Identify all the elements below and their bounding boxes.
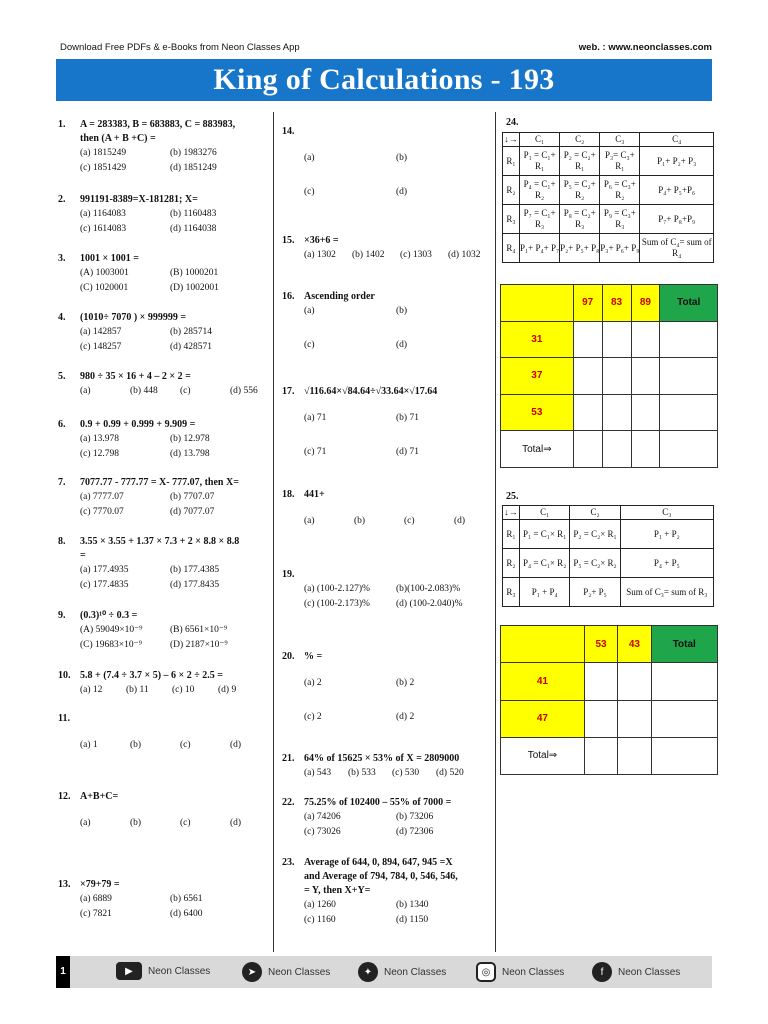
grid-cell[interactable] (631, 321, 660, 358)
option[interactable]: (d) 520 (436, 768, 464, 778)
option[interactable]: (a) (80, 386, 91, 396)
option[interactable]: (d) 1164038 (170, 224, 217, 234)
option[interactable]: (d) (396, 187, 408, 197)
question-text: A+B+C= (80, 791, 119, 802)
option[interactable]: (D) 1002001 (170, 283, 219, 293)
question-text: = Y, then X+Y= (304, 885, 371, 896)
option[interactable]: (a) 12 (80, 685, 103, 695)
grid-cell[interactable] (602, 321, 631, 358)
grid-cell[interactable] (618, 700, 651, 737)
table-cell: ↓→ (503, 506, 520, 520)
table-cell: Sum of C₄= sum of R₄ (640, 234, 714, 263)
question-text: (1010÷ 7070 ) × 999999 = (80, 312, 187, 323)
grid-cell[interactable] (631, 394, 660, 431)
question-number: 12. (58, 791, 71, 802)
telegram-link[interactable]: ➤ Neon Classes (242, 962, 330, 982)
question-text: (0.3)¹⁰ ÷ 0.3 = (80, 610, 138, 621)
table-cell: P₁ = C₁+ R₁ (520, 147, 560, 176)
question-number: 20. (282, 651, 295, 662)
table-cell: P₁+ P₂+ P₃ (640, 147, 714, 176)
option[interactable]: (d) 1150 (396, 915, 429, 925)
table-cell: P₄ = C₁+ R₂ (520, 176, 560, 205)
grid-cell[interactable] (584, 737, 617, 774)
table-cell: P₂+ P₅ (570, 578, 620, 607)
table-cell: P₉ = C₃+ R₃ (600, 205, 640, 234)
option[interactable]: (b) (396, 153, 408, 163)
option[interactable]: (d) 177.8435 (170, 580, 220, 590)
grid-cell[interactable] (660, 358, 718, 395)
grid-row-header: 37 (501, 358, 574, 395)
table-cell: C₁ (520, 133, 560, 147)
grid-total-label: Total⇒ (501, 737, 585, 774)
table-cell: C₂ (570, 506, 620, 520)
grid-cell[interactable] (618, 737, 651, 774)
option[interactable]: (c) (180, 386, 191, 396)
grid-cell[interactable] (602, 358, 631, 395)
instagram-icon: ◎ (476, 962, 496, 982)
option[interactable]: (c) (304, 340, 315, 350)
question-number: 22. (282, 797, 295, 808)
option[interactable]: (d) (230, 818, 242, 828)
table-row (503, 133, 714, 147)
table-cell: R₂ (503, 176, 520, 205)
table-cell: R₁ (503, 520, 520, 549)
option[interactable]: (c) 177.4835 (80, 580, 129, 590)
question-text: 7077.77 - 777.77 = X- 777.07, then X= (80, 477, 239, 488)
option[interactable]: (b) (354, 516, 366, 526)
column-divider (273, 112, 274, 952)
option[interactable]: (c) (404, 516, 415, 526)
table-cell: Sum of C₃= sum of R₃ (620, 578, 713, 607)
table-row (503, 506, 714, 520)
question-text: % = (304, 651, 323, 662)
option[interactable]: (b) 1160483 (170, 209, 217, 219)
question-number: 7. (58, 477, 66, 488)
option[interactable]: (B) 6561×10⁻⁹ (170, 625, 228, 635)
table-cell: P₃= C₃+ R₁ (600, 147, 640, 176)
grid-total-header: Total (651, 626, 717, 663)
option[interactable]: (b) (396, 306, 408, 316)
grid-cell[interactable] (631, 431, 660, 468)
table-cell: P₁+ P₄+ P₇ (520, 234, 560, 263)
option[interactable]: (d) 1851249 (170, 163, 217, 173)
option[interactable]: (c) 148257 (80, 342, 122, 352)
grid-total-row (501, 431, 718, 468)
table-cell: P₂ = C₂× R₁ (570, 520, 620, 549)
option[interactable]: (d) (230, 740, 242, 750)
grid-cell[interactable] (618, 663, 651, 700)
option[interactable]: (a) 13.978 (80, 434, 120, 444)
grid-25 (500, 625, 718, 775)
table-cell: P₄ = C₁× R₂ (520, 549, 570, 578)
option[interactable]: (b) 1983276 (170, 148, 217, 158)
grid-cell[interactable] (651, 737, 717, 774)
option[interactable]: (c) (100-2.173)% (304, 599, 370, 609)
table-cell: P₁ + P₂ (620, 520, 713, 549)
grid-cell[interactable] (573, 321, 602, 358)
question-number: 14. (282, 126, 295, 137)
question-text: 991191-8389=X-181281; X= (80, 194, 198, 205)
table-cell: C₂ (560, 133, 600, 147)
option[interactable]: (a) 177.4935 (80, 565, 129, 575)
option[interactable]: (d) 7077.07 (170, 507, 215, 517)
option[interactable]: (c) 73026 (304, 827, 341, 837)
table-cell: R₁ (503, 147, 520, 176)
table-row (503, 520, 714, 549)
table-cell: P₂ = C₂+ R₁ (560, 147, 600, 176)
table-row (503, 578, 714, 607)
twitter-icon: ✦ (358, 962, 378, 982)
question-text: ×36+6 = (304, 235, 339, 246)
question-number: 18. (282, 489, 295, 500)
option[interactable]: (b) (130, 740, 142, 750)
page-title: King of Calculations - 193 (56, 59, 712, 101)
grid-cell[interactable] (631, 358, 660, 395)
option[interactable]: (a) 7777.07 (80, 492, 124, 502)
grid-row-header: 47 (501, 700, 585, 737)
column-divider (495, 112, 496, 952)
grid-total-label: Total⇒ (501, 431, 574, 468)
option[interactable]: (c) 7821 (80, 909, 112, 919)
option[interactable]: (b) 533 (348, 768, 376, 778)
question-text: = (80, 550, 86, 561)
option[interactable]: (b)(100-2.083)% (396, 584, 461, 594)
website-link[interactable]: web. : www.neonclasses.com (578, 42, 712, 53)
option[interactable]: (d) 6400 (170, 909, 203, 919)
grid-row (501, 358, 718, 395)
option[interactable]: (b) 2 (396, 678, 415, 688)
grid-cell[interactable] (660, 321, 718, 358)
question-number: 3. (58, 253, 66, 264)
table-cell: P₄+ P₅+P₆ (640, 176, 714, 205)
question-text: then (A + B +C) = (80, 133, 156, 144)
option[interactable]: (c) 71 (304, 447, 327, 457)
grid-cell[interactable] (651, 700, 717, 737)
option[interactable]: (a) 6889 (80, 894, 112, 904)
option[interactable]: (a) 1815249 (80, 148, 127, 158)
table-cell: P₇+ P₈+P₉ (640, 205, 714, 234)
question-text: 0.9 + 0.99 + 0.999 + 9.909 = (80, 419, 196, 430)
option[interactable]: (d) 1032 (448, 250, 481, 260)
grid-row (501, 394, 718, 431)
option[interactable]: (b) 7707.07 (170, 492, 215, 502)
option[interactable]: (b) 285714 (170, 327, 212, 337)
footer-bar (56, 956, 712, 988)
option[interactable]: (d) 428571 (170, 342, 212, 352)
question-number: 13. (58, 879, 71, 890)
question-number: 23. (282, 857, 295, 868)
question-number: 10. (58, 670, 71, 681)
table-row (503, 205, 714, 234)
option[interactable]: (c) 12.798 (80, 449, 120, 459)
question-text: Average of 644, 0, 894, 647, 945 =X (304, 857, 453, 868)
table-cell: P₂+ P₅+ P₈ (560, 234, 600, 263)
option[interactable]: (d) 72306 (396, 827, 434, 837)
option[interactable]: (a) 142857 (80, 327, 122, 337)
table-cell: C₃ (620, 506, 713, 520)
table-cell: C₃ (600, 133, 640, 147)
question-number: 21. (282, 753, 295, 764)
option[interactable]: (b) 177.4385 (170, 565, 220, 575)
option[interactable]: (d) 556 (230, 386, 258, 396)
option[interactable]: (a) 1302 (304, 250, 336, 260)
question-text: 1001 × 1001 = (80, 253, 139, 264)
facebook-icon: f (592, 962, 612, 982)
twitter-link[interactable]: ✦ Neon Classes (358, 962, 446, 982)
table-cell: P₈ = C₂+ R₃ (560, 205, 600, 234)
option[interactable]: (a) 71 (304, 413, 327, 423)
option[interactable]: (c) (304, 187, 315, 197)
table-row (503, 549, 714, 578)
table-cell: C₁ (520, 506, 570, 520)
table-cell: C₄ (640, 133, 714, 147)
option[interactable]: (b) 1402 (352, 250, 385, 260)
question-number: 11. (58, 713, 70, 724)
grid-row (501, 321, 718, 358)
table-cell: R₄ (503, 234, 520, 263)
question-text: A = 283383, B = 683883, C = 883983, (80, 119, 236, 130)
question-number: 6. (58, 419, 66, 430)
table-24 (502, 132, 714, 263)
option[interactable]: (d) (454, 516, 466, 526)
option[interactable]: (c) 1160 (304, 915, 336, 925)
question-number: 2. (58, 194, 66, 205)
option[interactable]: (c) 530 (392, 768, 420, 778)
option[interactable]: (a) (80, 818, 91, 828)
option[interactable]: (b) 1340 (396, 900, 429, 910)
grid-corner (501, 626, 585, 663)
grid-cell[interactable] (602, 394, 631, 431)
option[interactable]: (a) (304, 153, 315, 163)
grid-header (501, 285, 718, 322)
option[interactable]: (d) 9 (218, 685, 237, 695)
question-number: 16. (282, 291, 295, 302)
table-cell: R₃ (503, 205, 520, 234)
table-cell: R₃ (503, 578, 520, 607)
question-number: 4. (58, 312, 66, 323)
option[interactable]: (a) 2 (304, 678, 322, 688)
option[interactable]: (b) 71 (396, 413, 419, 423)
question-text: 3.55 × 3.55 + 1.37 × 7.3 + 2 × 8.8 × 8.8 (80, 536, 240, 547)
instagram-link[interactable]: ◎ Neon Classes (476, 962, 564, 982)
question-number: 17. (282, 386, 295, 397)
grid-cell[interactable] (584, 663, 617, 700)
table-row (503, 147, 714, 176)
option[interactable]: (c) (180, 740, 191, 750)
option[interactable]: (b) 6561 (170, 894, 203, 904)
option[interactable]: (d) 2 (396, 712, 415, 722)
telegram-icon: ➤ (242, 962, 262, 982)
question-number: 9. (58, 610, 66, 621)
option[interactable]: (a) 1164083 (80, 209, 126, 219)
grid-col-header: 97 (573, 285, 602, 322)
option[interactable]: (b) 12.978 (170, 434, 210, 444)
option[interactable]: (a) (304, 516, 315, 526)
table-cell: P₅ = C₂× R₂ (570, 549, 620, 578)
option[interactable]: (a) 1260 (304, 900, 336, 910)
question-number: 5. (58, 371, 66, 382)
table-cell: P₇ = C₁+ R₃ (520, 205, 560, 234)
option[interactable]: (c) (180, 818, 191, 828)
option[interactable]: (d) 13.798 (170, 449, 210, 459)
question-text: 5.8 + (7.4 ÷ 3.7 × 5) – 6 × 2 ÷ 2.5 = (80, 670, 223, 681)
option[interactable]: (c) 7770.07 (80, 507, 124, 517)
grid-row-header: 41 (501, 663, 585, 700)
grid-row-header: 31 (501, 321, 574, 358)
question-text: 980 ÷ 35 × 16 + 4 – 2 × 2 = (80, 371, 191, 382)
grid-cell[interactable] (584, 700, 617, 737)
option[interactable]: (a) (100-2.127)% (304, 584, 370, 594)
question-number: 15. (282, 235, 295, 246)
grid-col-header: 83 (602, 285, 631, 322)
option[interactable]: (B) 1000201 (170, 268, 219, 278)
option[interactable]: (c) 2 (304, 712, 322, 722)
option[interactable]: (b) 73206 (396, 812, 434, 822)
table-row (503, 234, 714, 263)
question-number: 8. (58, 536, 66, 547)
grid-header (501, 626, 718, 663)
page-number: 1 (56, 956, 70, 988)
option[interactable]: (A) 59049×10⁻⁹ (80, 625, 143, 635)
grid-24 (500, 284, 718, 468)
grid-row (501, 700, 718, 737)
option[interactable]: (C) 1020001 (80, 283, 129, 293)
option[interactable]: (c) 1303 (400, 250, 432, 260)
grid-col-header: 89 (631, 285, 660, 322)
option[interactable]: (b) 11 (126, 685, 149, 695)
grid-cell[interactable] (660, 431, 718, 468)
option[interactable]: (d) (100-2.040)% (396, 599, 463, 609)
grid-cell[interactable] (573, 431, 602, 468)
question-text: and Average of 794, 784, 0, 546, 546, (304, 871, 458, 882)
table-25 (502, 505, 714, 607)
youtube-icon: ▶ (116, 962, 142, 980)
facebook-link[interactable]: f Neon Classes (592, 962, 680, 982)
option[interactable]: (C) 19683×10⁻⁹ (80, 640, 142, 650)
grid-corner (501, 285, 574, 322)
grid-cell[interactable] (651, 663, 717, 700)
grid-total-header: Total (660, 285, 718, 322)
grid-row-header: 53 (501, 394, 574, 431)
table-cell: P₁ = C₁× R₁ (520, 520, 570, 549)
option[interactable]: (d) (396, 340, 408, 350)
option[interactable]: (c) 1614083 (80, 224, 127, 234)
grid-total-row (501, 737, 718, 774)
download-note: Download Free PDFs & e-Books from Neon Classes App (60, 42, 300, 53)
grid-col-header: 53 (584, 626, 617, 663)
grid-cell[interactable] (602, 431, 631, 468)
question-text: 75.25% of 102400 – 55% of 7000 = (304, 797, 452, 808)
table-cell: P₃+ P₆+ P₉ (600, 234, 640, 263)
question-number: 19. (282, 569, 295, 580)
question-text: ×79+79 = (80, 879, 120, 890)
option[interactable]: (c) 10 (172, 685, 195, 695)
grid-cell[interactable] (573, 394, 602, 431)
option[interactable]: (b) 448 (130, 386, 158, 396)
grid-cell[interactable] (573, 358, 602, 395)
youtube-link[interactable]: ▶ Neon Classes (116, 962, 210, 980)
option[interactable]: (a) 543 (304, 768, 332, 778)
question-text: 441+ (304, 489, 325, 500)
option[interactable]: (d) 71 (396, 447, 419, 457)
option[interactable]: (c) 1851429 (80, 163, 127, 173)
question-number: 1. (58, 119, 66, 130)
question-text: 64% of 15625 × 53% of X = 2809000 (304, 753, 460, 764)
grid-row (501, 663, 718, 700)
table-cell: ↓→ (503, 133, 520, 147)
option[interactable]: (A) 1003001 (80, 268, 129, 278)
table-cell: P₆ = C₃+ R₂ (600, 176, 640, 205)
option[interactable]: (D) 2187×10⁻⁹ (170, 640, 228, 650)
table-row (503, 176, 714, 205)
question-text: Ascending order (304, 291, 375, 302)
option[interactable]: (a) 1 (80, 740, 98, 750)
table-cell: P₄ + P₅ (620, 549, 713, 578)
option[interactable]: (a) 74206 (304, 812, 341, 822)
grid-col-header: 43 (618, 626, 651, 663)
table-cell: R₂ (503, 549, 520, 578)
grid-cell[interactable] (660, 394, 718, 431)
table-cell: P₅ = C₂+ R₂ (560, 176, 600, 205)
option[interactable]: (b) (130, 818, 142, 828)
option[interactable]: (a) (304, 306, 315, 316)
table-cell: P₁ + P₄ (520, 578, 570, 607)
question-text: √116.64×√84.64÷√33.64×√17.64 (304, 386, 438, 397)
